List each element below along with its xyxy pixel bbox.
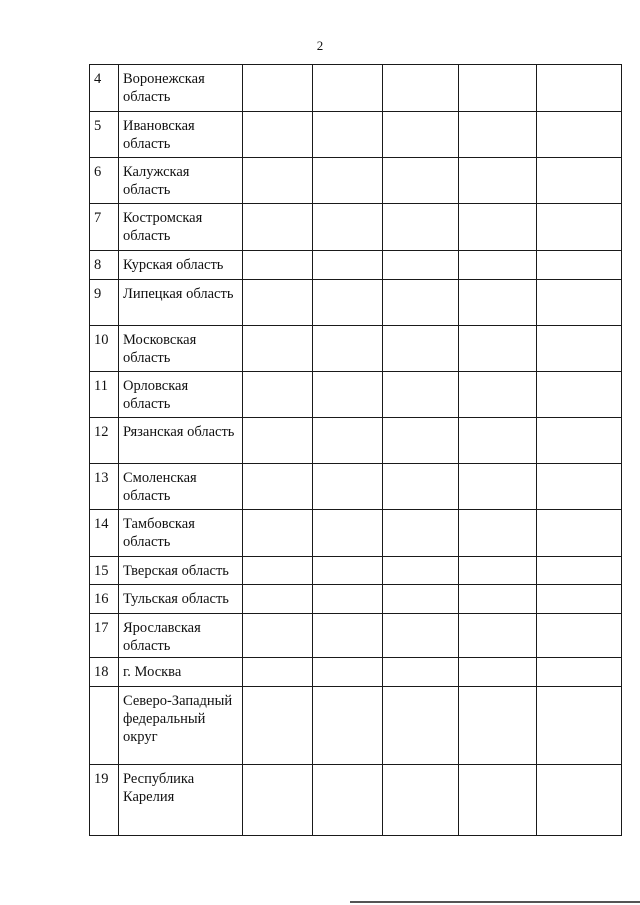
empty-cell <box>459 280 537 326</box>
region-name: Курская область <box>119 251 243 280</box>
empty-cell <box>459 658 537 687</box>
empty-cell <box>313 765 383 836</box>
empty-cell <box>243 204 313 251</box>
empty-cell <box>537 204 622 251</box>
empty-cell <box>459 464 537 510</box>
empty-cell <box>243 280 313 326</box>
table-row <box>90 204 622 251</box>
empty-cell <box>459 765 537 836</box>
row-number: 6 <box>90 158 119 204</box>
empty-cell <box>383 418 459 464</box>
table-row <box>90 326 622 372</box>
empty-cell <box>459 372 537 418</box>
row-number: 10 <box>90 326 119 372</box>
region-name: Ивановская область <box>119 112 243 158</box>
empty-cell <box>537 557 622 585</box>
table-row <box>90 765 622 836</box>
empty-cell <box>537 765 622 836</box>
empty-cell <box>313 158 383 204</box>
empty-cell <box>243 687 313 765</box>
region-name: Тульская область <box>119 585 243 614</box>
region-name: Калужская область <box>119 158 243 204</box>
empty-cell <box>243 418 313 464</box>
empty-cell <box>537 372 622 418</box>
empty-cell <box>313 510 383 557</box>
row-number: 17 <box>90 614 119 658</box>
table-row <box>90 65 622 112</box>
empty-cell <box>243 510 313 557</box>
empty-cell <box>243 112 313 158</box>
row-number: 14 <box>90 510 119 557</box>
empty-cell <box>243 557 313 585</box>
empty-cell <box>537 585 622 614</box>
empty-cell <box>383 112 459 158</box>
empty-cell <box>243 251 313 280</box>
empty-cell <box>243 658 313 687</box>
empty-cell <box>459 112 537 158</box>
region-name: Орловская область <box>119 372 243 418</box>
empty-cell <box>459 614 537 658</box>
empty-cell <box>313 65 383 112</box>
empty-cell <box>459 585 537 614</box>
empty-cell <box>313 326 383 372</box>
empty-cell <box>537 326 622 372</box>
region-name: Тамбовская область <box>119 510 243 557</box>
empty-cell <box>243 464 313 510</box>
empty-cell <box>313 112 383 158</box>
empty-cell <box>383 158 459 204</box>
empty-cell <box>537 112 622 158</box>
empty-cell <box>459 158 537 204</box>
table-row <box>90 687 622 765</box>
empty-cell <box>313 464 383 510</box>
empty-cell <box>537 158 622 204</box>
table-row <box>90 112 622 158</box>
region-name: Воронежская область <box>119 65 243 112</box>
empty-cell <box>459 251 537 280</box>
empty-cell <box>313 204 383 251</box>
row-number: 5 <box>90 112 119 158</box>
empty-cell <box>537 464 622 510</box>
empty-cell <box>537 418 622 464</box>
empty-cell <box>383 765 459 836</box>
empty-cell <box>383 658 459 687</box>
region-name: Тверская область <box>119 557 243 585</box>
empty-cell <box>313 687 383 765</box>
empty-cell <box>313 557 383 585</box>
table-row <box>90 418 622 464</box>
table-row <box>90 158 622 204</box>
empty-cell <box>243 614 313 658</box>
page-number: 2 <box>316 38 324 53</box>
region-name: Костромская область <box>119 204 243 251</box>
empty-cell <box>243 326 313 372</box>
empty-cell <box>243 372 313 418</box>
table-row <box>90 372 622 418</box>
empty-cell <box>383 372 459 418</box>
empty-cell <box>383 204 459 251</box>
empty-cell <box>383 510 459 557</box>
empty-cell <box>459 326 537 372</box>
empty-cell <box>243 65 313 112</box>
empty-cell <box>383 280 459 326</box>
region-name: г. Москва <box>119 658 243 687</box>
empty-cell <box>459 204 537 251</box>
row-number: 9 <box>90 280 119 326</box>
empty-cell <box>313 280 383 326</box>
row-number: 19 <box>90 765 119 836</box>
table-row <box>90 280 622 326</box>
row-number: 16 <box>90 585 119 614</box>
empty-cell <box>383 557 459 585</box>
empty-cell <box>459 65 537 112</box>
empty-cell <box>383 65 459 112</box>
row-number: 18 <box>90 658 119 687</box>
empty-cell <box>313 585 383 614</box>
empty-cell <box>383 614 459 658</box>
row-number: 4 <box>90 65 119 112</box>
empty-cell <box>383 464 459 510</box>
table-row <box>90 557 622 585</box>
empty-cell <box>313 418 383 464</box>
empty-cell <box>313 251 383 280</box>
empty-cell <box>243 158 313 204</box>
empty-cell <box>313 614 383 658</box>
table-row <box>90 251 622 280</box>
empty-cell <box>313 372 383 418</box>
empty-cell <box>459 557 537 585</box>
row-number <box>90 687 119 765</box>
region-name: Ярославская область <box>119 614 243 658</box>
row-number: 13 <box>90 464 119 510</box>
region-name: Липецкая область <box>119 280 243 326</box>
scan-edge-line <box>350 901 640 903</box>
table-row <box>90 614 622 658</box>
empty-cell <box>383 251 459 280</box>
regions-table <box>89 64 622 836</box>
empty-cell <box>243 585 313 614</box>
empty-cell <box>243 765 313 836</box>
region-name: Республика Карелия <box>119 765 243 836</box>
empty-cell <box>383 585 459 614</box>
empty-cell <box>537 510 622 557</box>
region-name: Смоленская область <box>119 464 243 510</box>
empty-cell <box>537 658 622 687</box>
empty-cell <box>537 614 622 658</box>
empty-cell <box>537 251 622 280</box>
empty-cell <box>459 510 537 557</box>
empty-cell <box>459 418 537 464</box>
table-row <box>90 510 622 557</box>
empty-cell <box>383 326 459 372</box>
row-number: 7 <box>90 204 119 251</box>
table-row <box>90 464 622 510</box>
empty-cell <box>537 280 622 326</box>
table-row <box>90 585 622 614</box>
empty-cell <box>537 65 622 112</box>
row-number: 8 <box>90 251 119 280</box>
empty-cell <box>383 687 459 765</box>
empty-cell <box>537 687 622 765</box>
region-name: Московская область <box>119 326 243 372</box>
row-number: 15 <box>90 557 119 585</box>
empty-cell <box>313 658 383 687</box>
region-name: Северо-Западный федеральный округ <box>119 687 243 765</box>
table-row <box>90 658 622 687</box>
region-name: Рязанская область <box>119 418 243 464</box>
row-number: 12 <box>90 418 119 464</box>
row-number: 11 <box>90 372 119 418</box>
empty-cell <box>459 687 537 765</box>
